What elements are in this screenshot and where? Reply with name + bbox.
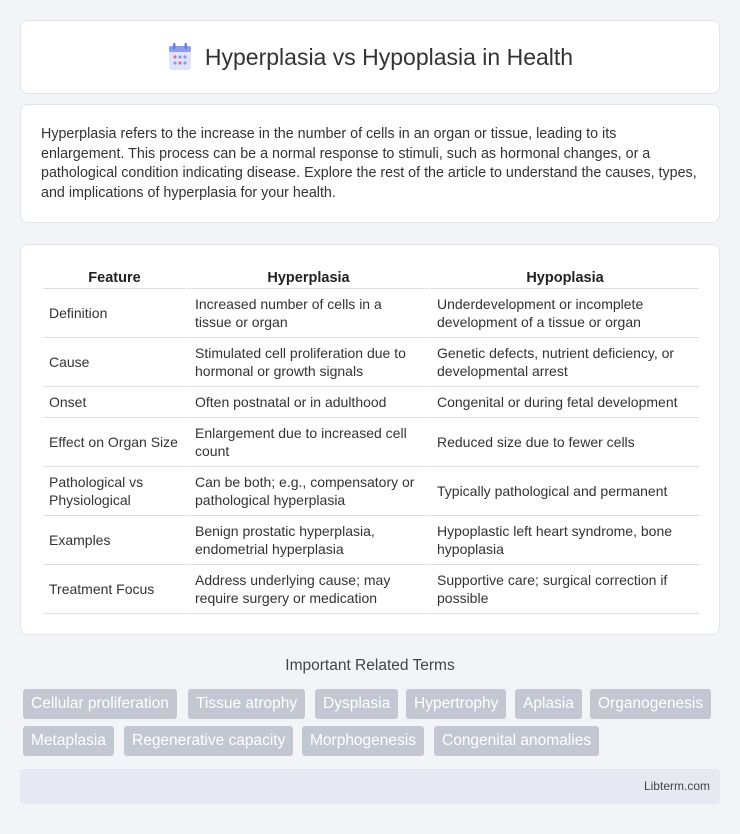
intro-card: [20, 104, 720, 223]
cell-feature: Examples: [43, 516, 186, 565]
header-hypoplasia: Hypoplasia: [428, 267, 699, 289]
header-hyperplasia: Hyperplasia: [186, 267, 428, 289]
table-row: [43, 467, 699, 516]
tag-dysplasia[interactable]: Dysplasia: [315, 689, 398, 719]
cell-feature: Effect on Organ Size: [43, 418, 186, 467]
cell-hypoplasia: Underdevelopment or incomplete development of a tissue or organ: [428, 289, 699, 338]
footer-site-link[interactable]: Libterm.com: [643, 779, 710, 793]
tag-morphogenesis[interactable]: Morphogenesis: [302, 726, 424, 756]
header-feature: Feature: [43, 267, 186, 289]
table-row: [43, 289, 699, 338]
tag-organogenesis[interactable]: Organogenesis: [590, 689, 711, 719]
cell-hypoplasia: Congenital or during fetal development: [428, 387, 699, 418]
cell-hyperplasia: Can be both; e.g., compensatory or pathological hyperplasia: [186, 467, 428, 516]
page-title: Hyperplasia vs Hypoplasia in Health: [204, 43, 574, 70]
table-row: [43, 418, 699, 467]
cell-hyperplasia: Increased number of cells in a tissue or organ: [186, 289, 428, 338]
cell-feature: Pathological vs Physiological: [43, 467, 186, 516]
cell-feature: Onset: [43, 387, 186, 418]
cell-hyperplasia: Enlargement due to increased cell count: [186, 418, 428, 467]
cell-hypoplasia: Supportive care; surgical correction if possible: [428, 565, 699, 614]
intro-text: Hyperplasia refers to the increase in the number of cells in an organ or tissue, leading to its enlargement. This process can be a normal response to stimuli, such as hormonal changes, or a pathological condition indicating disease. Explore the rest of the article to understand the causes, types, and implications of hyperplasia for your health.: [41, 126, 697, 201]
cell-feature: Cause: [43, 338, 186, 387]
tag-metaplasia[interactable]: Metaplasia: [23, 726, 114, 756]
cell-hyperplasia: Stimulated cell proliferation due to hormonal or growth signals: [186, 338, 428, 387]
tag-regenerative-capacity[interactable]: Regenerative capacity: [124, 726, 293, 756]
tag-hypertrophy[interactable]: Hypertrophy: [406, 689, 506, 719]
cell-hypoplasia: Reduced size due to fewer cells: [428, 418, 699, 467]
tag-aplasia[interactable]: Aplasia: [515, 689, 582, 719]
header-card: [20, 20, 720, 94]
cell-hypoplasia: Typically pathological and permanent: [428, 467, 699, 516]
tag-tissue-atrophy[interactable]: Tissue atrophy: [188, 689, 305, 719]
comparison-table: [43, 267, 699, 614]
cell-hypoplasia: Hypoplastic left heart syndrome, bone hypoplasia: [428, 516, 699, 565]
table-row: [43, 516, 699, 565]
tag-congenital-anomalies[interactable]: Congenital anomalies: [434, 726, 599, 756]
cell-hyperplasia: Benign prostatic hyperplasia, endometrial hyperplasia: [186, 516, 428, 565]
document-icon: [167, 43, 193, 71]
cell-hyperplasia: Often postnatal or in adulthood: [186, 387, 428, 418]
table-row: [43, 338, 699, 387]
comparison-card: [20, 244, 720, 635]
footer: [20, 769, 720, 804]
cell-feature: Treatment Focus: [43, 565, 186, 614]
cell-hyperplasia: Address underlying cause; may require surgery or medication: [186, 565, 428, 614]
related-terms-title: Important Related Terms: [285, 657, 455, 674]
table-row: [43, 387, 699, 418]
cell-feature: Definition: [43, 289, 186, 338]
tag-cellular-proliferation[interactable]: Cellular proliferation: [23, 689, 177, 719]
cell-hypoplasia: Genetic defects, nutrient deficiency, or developmental arrest: [428, 338, 699, 387]
table-row: [43, 565, 699, 614]
